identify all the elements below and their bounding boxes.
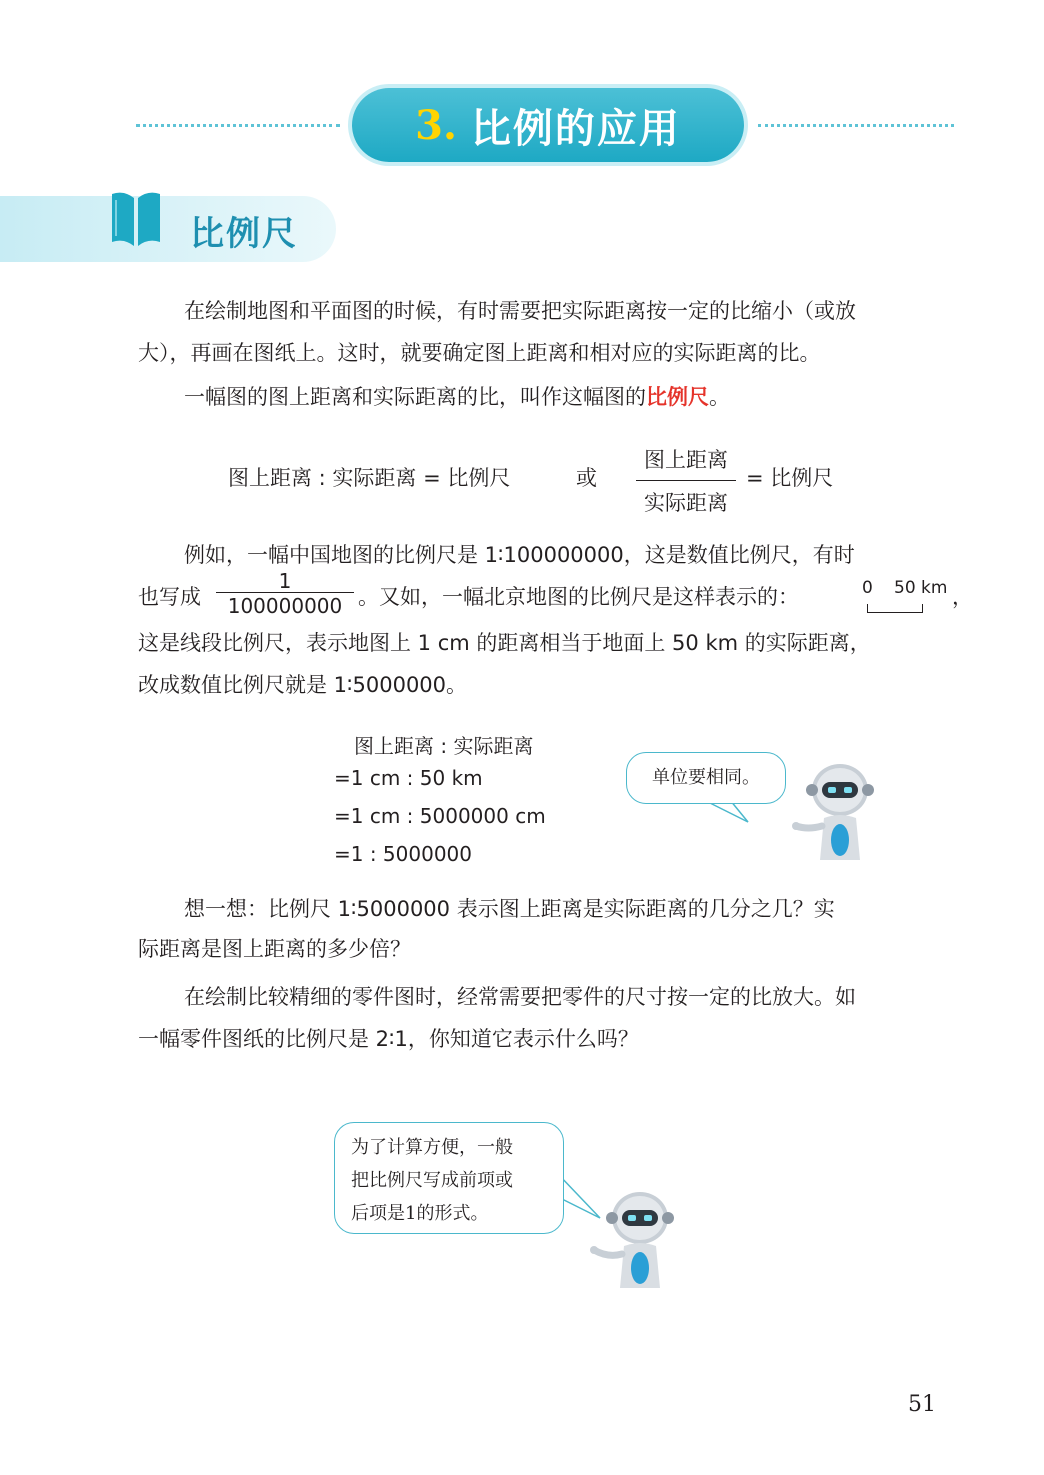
book-icon	[108, 186, 164, 248]
example-line-2-prefix: 也写成	[138, 585, 201, 609]
fraction-numerator: 图上距离	[644, 448, 728, 472]
think-line-2: 际距离是图上距离的多少倍？	[138, 937, 411, 961]
page-number: 51	[908, 1392, 936, 1417]
definition-end: 。	[709, 385, 730, 409]
speech-bubble-tip	[334, 1122, 564, 1234]
scale-zero: 0	[862, 578, 873, 598]
parts-line-2: 一幅零件图纸的比例尺是 2∶1，你知道它表示什么吗？	[138, 1027, 639, 1051]
parts-line-1: 在绘制比较精细的零件图时，经常需要把零件的尺寸按一定的比放大。如	[184, 985, 856, 1009]
fraction-formula	[636, 444, 736, 517]
example-line-1: 例如，一幅中国地图的比例尺是 1∶100000000，这是数值比例尺，有时	[184, 543, 855, 567]
speech-bubble-units: 单位要相同。	[626, 752, 786, 804]
fraction-equals: = 比例尺	[746, 466, 834, 490]
ratio-formula: 图上距离 : 实际距离 = 比例尺	[228, 466, 511, 490]
definition-text: 一幅图的图上距离和实际距离的比，叫作这幅图的	[184, 385, 646, 409]
title-dots-right	[758, 124, 954, 127]
robot-icon	[788, 760, 888, 864]
example-line-3: 这是线段比例尺，表示地图上 1 cm 的距离相当于地面上 50 km 的实际距离，	[138, 631, 871, 655]
inline-fraction-numerator: 1	[278, 569, 292, 593]
formula-or: 或	[576, 466, 597, 490]
inline-fraction-denominator: 100000000	[227, 594, 343, 618]
scale-line	[867, 604, 923, 613]
scale-label: 50 km	[894, 578, 948, 598]
chapter-number: 3.	[415, 101, 457, 149]
section-title: 比例尺	[190, 214, 298, 254]
robot-icon-2	[584, 1188, 684, 1292]
line-scale	[860, 578, 952, 616]
calc-line-3: =1 cm : 5000000 cm	[334, 804, 546, 828]
tip-line-2: 把比例尺写成前项或	[351, 1170, 513, 1191]
paragraph-1-line-1: 在绘制地图和平面图的时候，有时需要把实际距离按一定的比缩小（或放	[184, 299, 856, 323]
key-term: 比例尺	[646, 385, 709, 409]
calc-line-2: =1 cm : 50 km	[334, 766, 483, 790]
example-line-2-suffix: 。又如，一幅北京地图的比例尺是这样表示的：	[358, 585, 799, 609]
example-line-4: 改成数值比例尺就是 1∶5000000。	[138, 673, 468, 697]
tip-line-1: 为了计算方便，一般	[351, 1137, 513, 1158]
title-dots-left	[136, 124, 340, 127]
fraction-denominator: 实际距离	[644, 491, 728, 515]
chapter-title-banner	[352, 88, 744, 162]
definition-paragraph	[184, 376, 730, 418]
chapter-title: 比例的应用	[470, 105, 681, 152]
example-line-2-end: ，	[952, 585, 973, 609]
calc-line-1: 图上距离 : 实际距离	[354, 734, 534, 758]
think-line-1: 想一想：比例尺 1∶5000000 表示图上距离是实际距离的几分之几？实	[184, 897, 835, 921]
calc-line-4: =1 : 5000000	[334, 842, 473, 866]
paragraph-1-line-2: 大），再画在图纸上。这时，就要确定图上距离和相对应的实际距离的比。	[138, 341, 821, 365]
tip-line-3: 后项是1的形式。	[351, 1203, 489, 1224]
inline-fraction	[216, 570, 354, 619]
